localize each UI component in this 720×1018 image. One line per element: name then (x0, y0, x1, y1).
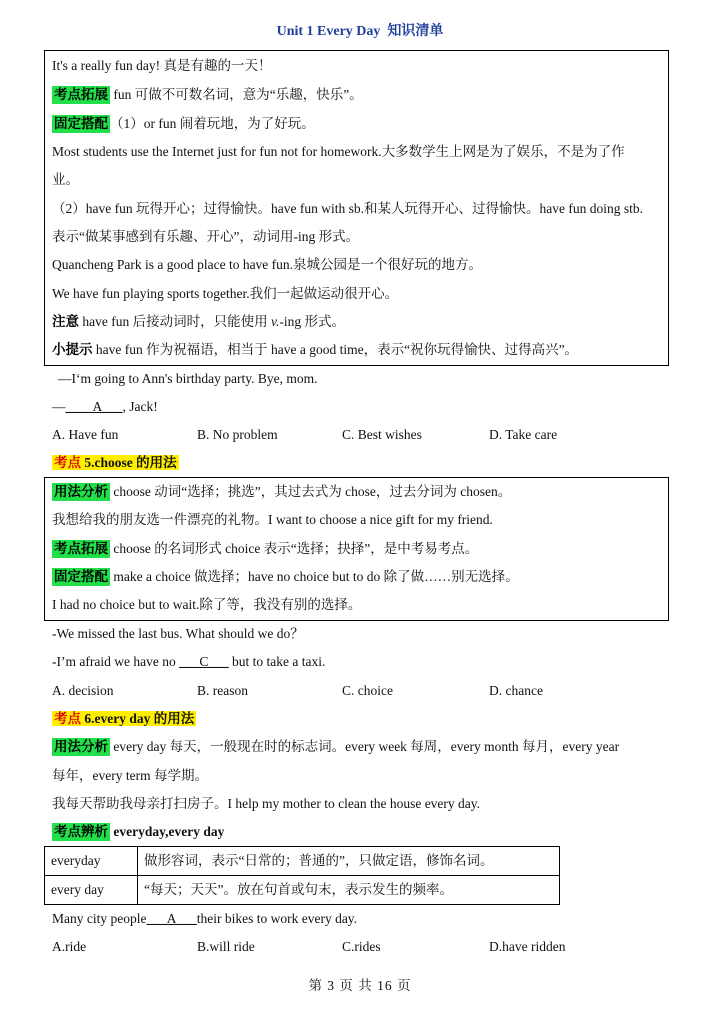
q2-line-1: -We missed the last bus. What should we do？ (52, 626, 304, 641)
page-title (0, 20, 720, 40)
q3-option-b: B.will ride (197, 939, 255, 954)
box1-line-8: Quancheng Park is a good place to have fun.泉城公园是一个很好玩的地方。 (52, 257, 483, 272)
q1-blank: ____A___ (65, 399, 123, 414)
q1-line-1: —I‘m going to Ann's birthday party. Bye, mom. (58, 371, 318, 386)
box2-line-1: 用法分析 choose 动词“选择；挑选”，其过去式为 chose，过去分词为 chosen。 (54, 484, 512, 499)
q2-option-b: B. reason (197, 683, 248, 698)
table-cell-desc: “每天；天天”。放在句首或句末，表示发生的频率。 (138, 876, 560, 905)
title-en: Unit 1 Every Day (276, 24, 381, 39)
tag-kaodian-tuozhan-2: 考点拓展 (54, 541, 108, 556)
q2-option-c: C. choice (342, 683, 393, 698)
tag-zhuyi: 注意 (52, 314, 79, 329)
q1-option-b: B. No problem (197, 427, 278, 442)
box2-line-4: 固定搭配 make a choice 做选择；have no choice but to do 除了做……别无选择。 (54, 569, 519, 584)
tag-xiaotishi: 小提示 (52, 342, 93, 357)
box1-line-2: 考点拓展 fun 可做不可数名词，意为“乐趣，快乐”。 (54, 87, 363, 102)
usage6-line-3: 我每天帮助我母亲打扫房子。I help my mother to clean the house every day. (52, 796, 481, 811)
table-cell-term: everyday (45, 847, 138, 876)
tag-kaodian-bianxi: 考点辨析 (54, 824, 108, 839)
section-6-heading: 考点 6.every day 的用法 (54, 711, 195, 726)
box2-line-2: 我想给我的朋友选一件漂亮的礼物。I want to choose a nice gift for my friend. (52, 512, 493, 527)
tag-guding-dapei: 固定搭配 (54, 116, 108, 131)
table-cell-term: every day (45, 876, 138, 905)
usage6-line-2: 每年，every term 每学期。 (52, 768, 208, 783)
usage6-line-1: 用法分析 every day 每天，一般现在时的标志词。every week 每周，every month 每月，every year (54, 739, 620, 754)
box1-line-7: 表示“做某事感到有乐趣、开心”，动词用-ing 形式。 (52, 229, 360, 244)
box1-line-11: 小提示 have fun 作为祝福语，相当于 have a good time，表示“祝你玩得愉快、过得高兴”。 (52, 342, 579, 357)
q1-option-c: C. Best wishes (342, 427, 422, 442)
box2-line-5: I had no choice but to wait.除了等，我没有别的选择。 (52, 597, 362, 612)
box1-line-4: Most students use the Internet just for fun not for homework.大多数学生上网是为了娱乐，不是为了作 (52, 144, 625, 159)
q3-option-d: D.have ridden (489, 939, 566, 954)
tag-yongfa-fenxi-2: 用法分析 (54, 739, 108, 754)
table-cell-desc: 做形容词，表示“日常的；普通的”，只做定语，修饰名词。 (138, 847, 560, 876)
box1-line-9: We have fun playing sports together.我们一起做运动很开心。 (52, 286, 399, 301)
table-row (45, 847, 560, 876)
box1-line-3: 固定搭配 （1）or fun 闹着玩地，为了好玩。 (54, 116, 315, 131)
q2-option-a: A. decision (52, 683, 114, 698)
q2-option-d: D. chance (489, 683, 543, 698)
tag-guding-dapei-2: 固定搭配 (54, 569, 108, 584)
tag-kaodian-tuozhan: 考点拓展 (54, 87, 108, 102)
box2-line-3: 考点拓展 choose 的名词形式 choice 表示“选择；抉择”，是中考易考点。 (54, 541, 479, 556)
box1-line-5: 业。 (52, 172, 79, 187)
box1-line-10: 注意 have fun 后接动词时，只能使用 v.-ing 形式。 (52, 314, 345, 329)
q3-option-c: C.rides (342, 939, 381, 954)
page-footer: 第 3 页 共 16 页 (308, 978, 412, 993)
table-row (45, 876, 560, 905)
tag-yongfa-fenxi: 用法分析 (54, 484, 108, 499)
q1-option-d: D. Take care (489, 427, 558, 442)
usage6-line-4: 考点辨析 everyday,every day (54, 824, 225, 839)
box1-line-1: It's a really fun day! 真是有趣的一天！ (52, 58, 272, 73)
everyday-comparison-table (44, 846, 560, 905)
q3-option-a: A.ride (52, 939, 87, 954)
q3-blank: ___A___ (146, 911, 197, 926)
section-5-heading: 考点 5.choose 的用法 (54, 455, 177, 470)
box1-line-6: （2）have fun 玩得开心；过得愉快。have fun with sb.和某人玩得开心、过得愉快。have fun doing stb. (52, 201, 643, 216)
q2-line-2: -I’m afraid we have no ___C___ but to take a taxi. (52, 654, 326, 669)
title-cn: 知识清单 (387, 24, 444, 39)
q1-line-2: —____A___, Jack! (52, 399, 158, 414)
q3-line-1: Many city people___A___their bikes to work every day. (52, 911, 358, 926)
q1-option-a: A. Have fun (52, 427, 119, 442)
q2-blank: ___C___ (179, 654, 229, 669)
